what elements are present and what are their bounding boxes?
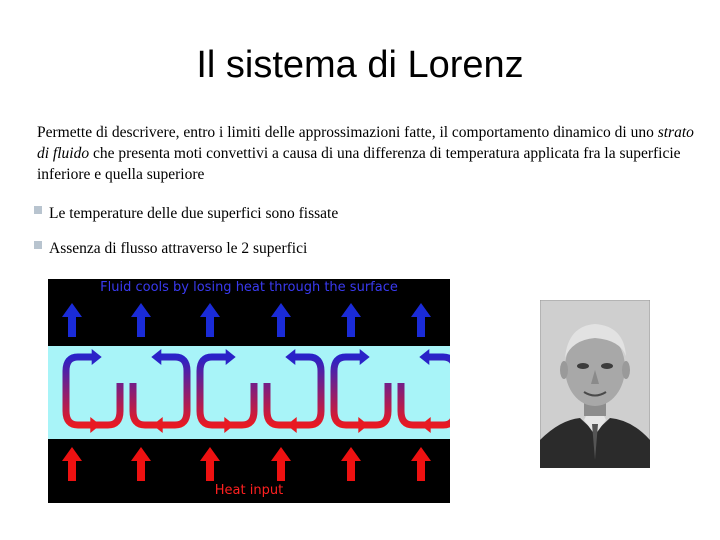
paragraph-text-start: Permette di descrivere, entro i limiti delle approssimazioni fatte, il comportamento dinamico di uno [37,124,658,141]
figure-caption-bottom: Heat input [214,483,284,498]
bullet-marker-icon [34,241,42,249]
heat-input-arrow [271,447,291,481]
intro-paragraph [37,122,697,185]
heat-input-arrow [200,447,220,481]
top-arrows [62,303,431,337]
heat-input-arrow [411,447,431,481]
heat-loss-arrow [131,303,151,337]
heat-loss-arrow [411,303,431,337]
bullet-item [34,240,307,258]
bullet-item [34,205,338,223]
bullet-text: Assenza di flusso attraverso le 2 superfici [49,240,308,257]
bullet-marker-icon [34,206,42,214]
heat-loss-arrow [200,303,220,337]
bottom-arrows [62,447,431,481]
convection-figure [48,279,450,503]
paragraph-text-end: che presenta moti convettivi a causa di una differenza di temperatura applicata fra la superficie inferiore e quella superiore [37,145,681,183]
bullet-text: Le temperature delle due superfici sono fissate [49,205,339,222]
heat-loss-arrow [271,303,291,337]
heat-input-arrow [341,447,361,481]
figure-caption-top: Fluid cools by losing heat through the surface [100,280,398,295]
convection-diagram [48,279,450,503]
person-portrait-icon [540,300,650,468]
paragraph-emphasis: strato di fluido [37,124,694,162]
heat-input-arrow [62,447,82,481]
heat-loss-arrow [341,303,361,337]
heat-input-arrow [131,447,151,481]
slide-title: Il sistema di Lorenz [196,44,524,86]
heat-loss-arrow [62,303,82,337]
